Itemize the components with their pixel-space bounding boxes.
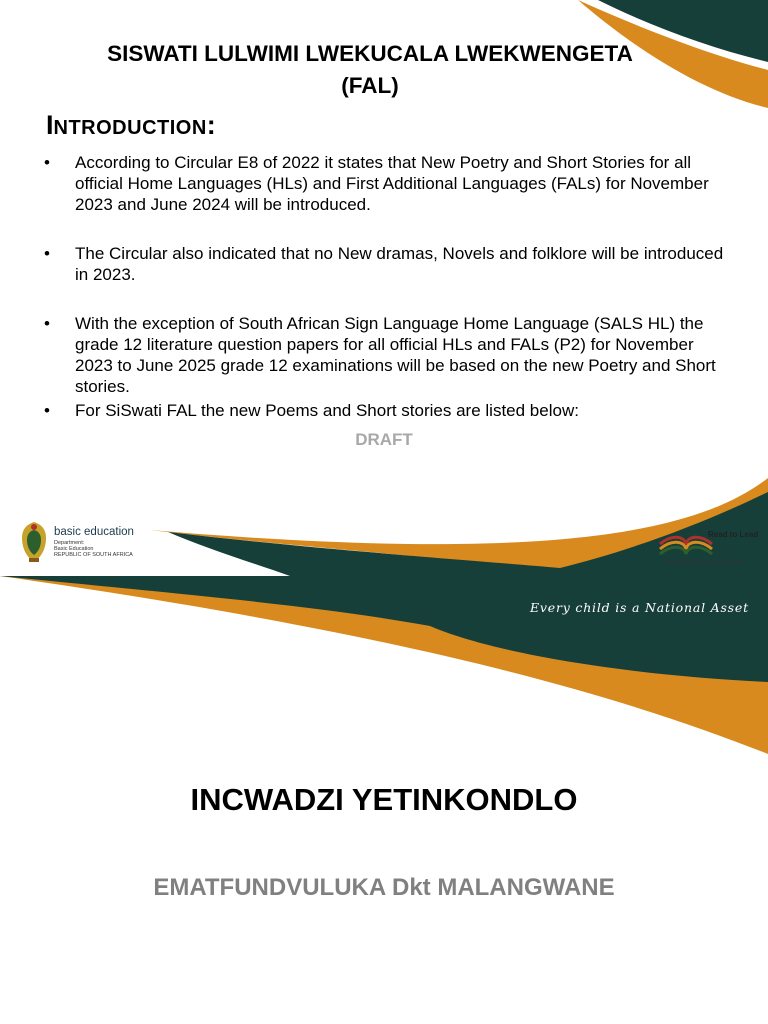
slogan-text: Every child is a National Asset [530, 600, 749, 615]
bullet-text: For SiSwati FAL the new Poems and Short stories are listed below: [75, 401, 579, 420]
slide-title-line2: (FAL) [341, 73, 399, 98]
basic-education-line2: Basic Education [54, 546, 94, 552]
introduction-heading [46, 110, 216, 141]
basic-education-name: basic education [54, 526, 134, 538]
draft-watermark: DRAFT [355, 430, 413, 449]
read-to-lead-tagline: A Reading Nation is a Leading Nation [662, 559, 746, 565]
bullet-item [44, 243, 734, 285]
slide-title-line1: SISWATI LULWIMI LWEKUCALA LWEKWENGETA [107, 41, 633, 66]
bullet-item [44, 400, 734, 421]
bullet-text: The Circular also indicated that no New dramas, Novels and folklore will be introduced in 2023. [75, 244, 724, 284]
intro-rest: NTRODUCTION [53, 117, 207, 139]
book-subtitle: EMATFUNDVULUKA Dkt MALANGWANE [153, 874, 615, 901]
basic-education-subtext [54, 540, 133, 558]
bullet-text: With the exception of South African Sign Language Home Language (SALS HL) the grade 12 literature question papers for all official HLs and FALs (P2) for November 2023 to June 2025 grade 12 examinations will be based on the new Poetry and Short stories. [75, 314, 716, 396]
basic-education-line1: Department: [54, 540, 85, 546]
bullet-dot: • [44, 314, 50, 333]
slide-title [40, 38, 700, 102]
read-to-lead-name: Read to Lead [708, 530, 759, 539]
intro-colon: : [206, 110, 216, 140]
book-title: INCWADZI YETINKONDLO [190, 782, 578, 817]
basic-education-logo [18, 518, 158, 574]
intro-initial: I [46, 110, 54, 140]
bullet-dot: • [44, 401, 50, 420]
basic-education-line3: REPUBLIC OF SOUTH AFRICA [54, 552, 133, 558]
bullet-list [44, 152, 734, 421]
open-book-icon [658, 524, 714, 558]
bullet-dot: • [44, 153, 50, 172]
bullet-dot: • [44, 244, 50, 263]
bullet-item [44, 152, 734, 215]
coat-of-arms-icon [18, 518, 50, 566]
bullet-item [44, 313, 734, 397]
bullet-text: According to Circular E8 of 2022 it states that New Poetry and Short Stories for all official Home Languages (HLs) and First Additional Languages (FALs) for November 2023 and June 2024 will be introduced. [75, 153, 709, 214]
read-to-lead-logo [656, 524, 760, 572]
